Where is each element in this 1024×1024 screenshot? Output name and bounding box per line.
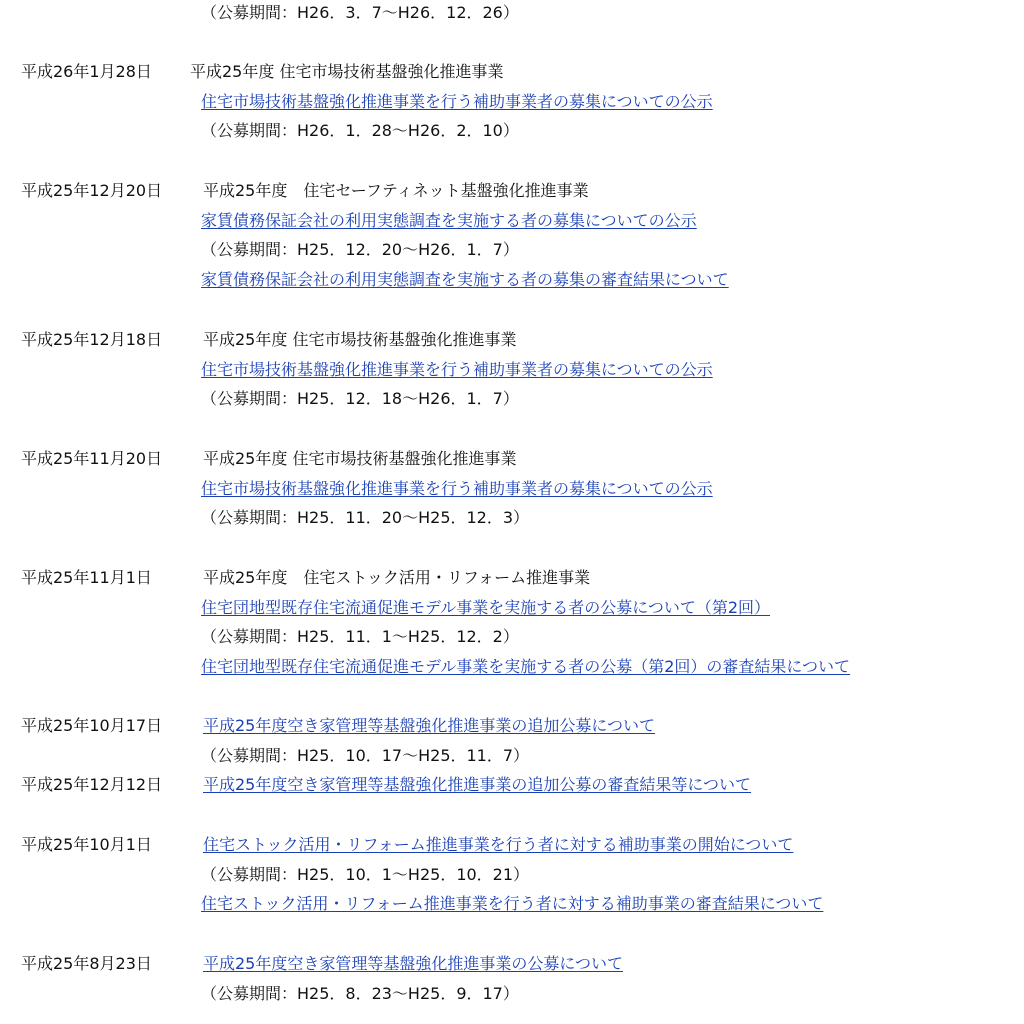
announcement-link[interactable]: 住宅ストック活用・リフォーム推進事業を行う者に対する補助事業の開始について — [203, 835, 794, 854]
review-result-link[interactable]: 住宅団地型既存住宅流通促進モデル事業を実施する者の公募（第2回）の審査結果について — [201, 657, 851, 676]
announcement-link[interactable]: 住宅団地型既存住宅流通促進モデル事業を実施する者の公募について（第2回） — [201, 598, 771, 617]
period-text: （公募期間：H25．10．1～H25．10．21） — [201, 865, 530, 884]
entry-heading: 平成25年度 住宅市場技術基盤強化推進事業 — [190, 62, 504, 81]
review-result-link[interactable]: 平成25年度空き家管理等基盤強化推進事業の追加公募の審査結果等について — [203, 775, 752, 794]
announcement-link[interactable]: 住宅市場技術基盤強化推進事業を行う補助事業者の募集についての公示 — [201, 479, 713, 498]
entry-date: 平成25年12月18日 — [21, 330, 163, 349]
announcement-link[interactable]: 平成25年度空き家管理等基盤強化推進事業の追加公募について — [203, 716, 656, 735]
review-result-link[interactable]: 家賃債務保証会社の利用実態調査を実施する者の募集の審査結果について — [201, 270, 729, 289]
entry-heading: 平成25年度 住宅セーフティネット基盤強化推進事業 — [203, 181, 589, 200]
entry-date: 平成25年12月20日 — [21, 181, 163, 200]
period-text: （公募期間：H26．3．7～H26．12．26） — [201, 3, 519, 22]
entry-date: 平成25年10月17日 — [21, 716, 163, 735]
announcement-link[interactable]: 家賃債務保証会社の利用実態調査を実施する者の募集についての公示 — [201, 211, 697, 230]
entry-date: 平成25年10月1日 — [21, 835, 152, 854]
period-text: （公募期間：H25．10．17～H25．11．7） — [201, 746, 530, 765]
entry-date: 平成25年11月1日 — [21, 568, 152, 587]
entry-date: 平成25年11月20日 — [21, 449, 163, 468]
entry-heading: 平成25年度 住宅ストック活用・リフォーム推進事業 — [203, 568, 591, 587]
period-text: （公募期間：H25．11．1～H25．12．2） — [201, 627, 519, 646]
announcement-link[interactable]: 平成25年度空き家管理等基盤強化推進事業の公募について — [203, 954, 624, 973]
period-text: （公募期間：H25．12．20～H26．1．7） — [201, 240, 519, 259]
entry-date: 平成26年1月28日 — [21, 62, 152, 81]
period-text: （公募期間：H25．11．20～H25．12．3） — [201, 508, 530, 527]
period-text: （公募期間：H25．8．23～H25．9．17） — [201, 984, 519, 1003]
entry-heading: 平成25年度 住宅市場技術基盤強化推進事業 — [203, 330, 517, 349]
announcement-link[interactable]: 住宅市場技術基盤強化推進事業を行う補助事業者の募集についての公示 — [201, 92, 713, 111]
period-text: （公募期間：H26．1．28～H26．2．10） — [201, 121, 519, 140]
announcement-link[interactable]: 住宅市場技術基盤強化推進事業を行う補助事業者の募集についての公示 — [201, 360, 713, 379]
entry-date: 平成25年8月23日 — [21, 954, 152, 973]
entry-date: 平成25年12月12日 — [21, 775, 163, 794]
period-text: （公募期間：H25．12．18～H26．1．7） — [201, 389, 519, 408]
entry-heading: 平成25年度 住宅市場技術基盤強化推進事業 — [203, 449, 517, 468]
review-result-link[interactable]: 住宅ストック活用・リフォーム推進事業を行う者に対する補助事業の審査結果について — [201, 894, 824, 913]
